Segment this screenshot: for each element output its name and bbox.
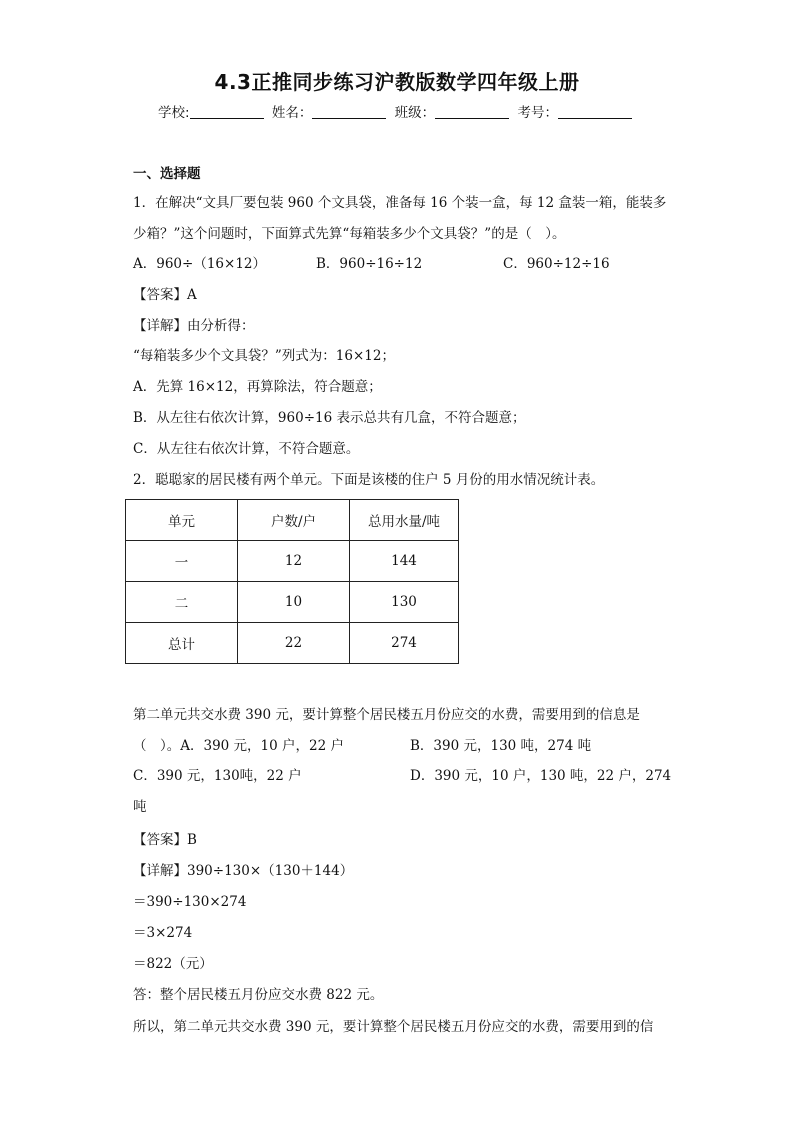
- q2-detail-head: 【详解】390÷130×（130＋144）: [133, 863, 354, 879]
- q2-conclusion: 答：整个居民楼五月份应交水费 822 元。: [133, 987, 384, 1003]
- table-cell: 二: [126, 582, 238, 623]
- q2-summary: 所以，第二单元共交水费 390 元，要计算整个居民楼五月份应交的水费，需要用到的信: [133, 1019, 654, 1035]
- class-blank: [435, 104, 509, 119]
- school-label: 学校:: [158, 105, 190, 121]
- table-row: [126, 582, 459, 623]
- q1-option-a: A．960÷（16×12）: [133, 256, 266, 272]
- table-header-row: [126, 500, 459, 541]
- table-row: [126, 623, 459, 664]
- table-cell: 22: [238, 623, 350, 664]
- q2-step-2: ＝3×274: [133, 925, 193, 941]
- table-header-cell: 总用水量/吨: [350, 500, 459, 541]
- exam-no-label: 考号：: [517, 105, 558, 121]
- q2-intro: 2．聪聪家的居民楼有两个单元。下面是该楼的住户 5 月份的用水情况统计表。: [133, 472, 605, 488]
- q2-answer: 【答案】B: [133, 832, 197, 848]
- table-cell: 10: [238, 582, 350, 623]
- table-cell: 总计: [126, 623, 238, 664]
- name-blank: [312, 104, 386, 119]
- q2-option-c: C．390 元，130吨，22 户: [133, 768, 302, 784]
- q2-question-line2: （ ）。A．390 元，10 户，22 户: [133, 738, 344, 754]
- school-blank: [190, 104, 264, 119]
- q1-detail-1: “每箱装多少个文具袋？”列式为：16×12；: [133, 348, 395, 364]
- table-cell: 144: [350, 541, 459, 582]
- q2-step-3: ＝822（元）: [133, 956, 213, 972]
- q1-option-b: B．960÷16÷12: [316, 256, 423, 272]
- q2-option-d: D．390 元，10 户，130 吨，22 户，274: [410, 768, 672, 784]
- q1-line1: 1．在解决“文具厂要包装 960 个文具袋，准备每 16 个装一盒，每 12 盒装一箱，能装多: [133, 195, 667, 211]
- table-cell: 274: [350, 623, 459, 664]
- q1-detail-head: 【详解】由分析得：: [133, 318, 255, 334]
- q1-answer: 【答案】A: [133, 287, 197, 303]
- q1-option-c: C．960÷12÷16: [503, 256, 610, 272]
- exam-no-blank: [558, 104, 632, 119]
- q1-detail-4: C．从左往右依次计算，不符合题意。: [133, 441, 360, 457]
- student-info-row: [0, 101, 794, 121]
- q2-step-1: ＝390÷130×274: [133, 894, 247, 910]
- name-label: 姓名：: [271, 105, 313, 121]
- q1-detail-2: A．先算 16×12，再算除法，符合题意；: [133, 379, 382, 395]
- table-row: [126, 541, 459, 582]
- table-cell: 130: [350, 582, 459, 623]
- table-cell: 一: [126, 541, 238, 582]
- table-header-cell: 户数/户: [238, 500, 350, 541]
- q1-line2: 少箱？”这个问题时，下面算式先算“每箱装多少个文具袋？”的是（ ）。: [133, 226, 566, 242]
- page-title: 4.3正推同步练习沪教版数学四年级上册: [214, 70, 580, 94]
- q2-question-line1: 第二单元共交水费 390 元，要计算整个居民楼五月份应交的水费，需要用到的信息是: [133, 707, 640, 723]
- class-label: 班级：: [394, 105, 436, 121]
- section-heading: 一、选择题: [133, 166, 201, 182]
- q2-option-d-cont: 吨: [133, 799, 147, 815]
- q2-option-b: B．390 元，130 吨，274 吨: [410, 738, 592, 754]
- table-header-cell: 单元: [126, 500, 238, 541]
- water-usage-table: [125, 499, 459, 664]
- q1-detail-3: B．从左往右依次计算，960÷16 表示总共有几盒，不符合题意；: [133, 410, 526, 426]
- table-cell: 12: [238, 541, 350, 582]
